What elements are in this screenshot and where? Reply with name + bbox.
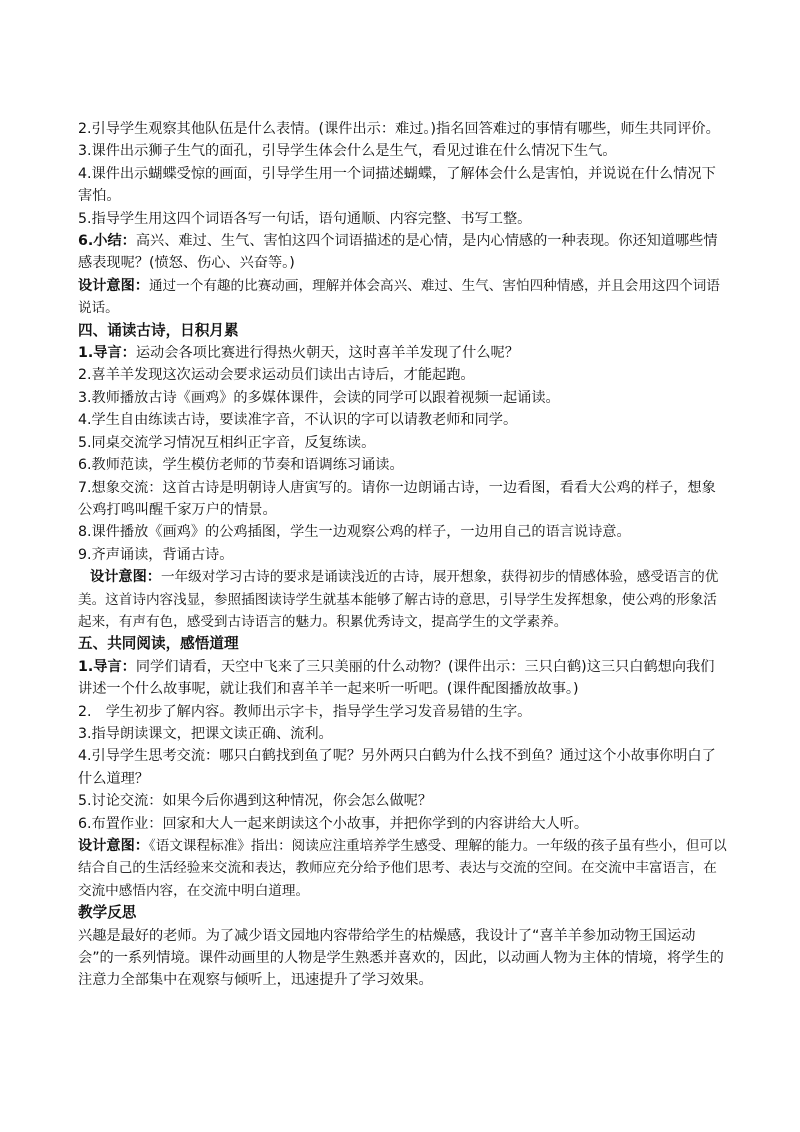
section4-heading: 四、诵读古诗，日积月累 xyxy=(78,321,239,339)
s4-item-3: 3.教师播放古诗《画鸡》的多媒体课件，会读的同学可以跟着视频一起诵读。 xyxy=(78,389,560,406)
s4-item-9: 9.齐声诵读，背诵古诗。 xyxy=(78,546,234,563)
s4-design-text: 一年级对学习古诗的要求是诵读浅近的古诗，展开想象，获得初步的情感体验，感受语言的优美。这首诗内容浅显，参照插图读诗学生就基本能够了解古诗的意思，引导学生发挥想象，使公鸡的形象活起来，有声有色，感受到古诗语言的魅力。积累优秀诗文，提高学生的文学素养。 xyxy=(78,569,719,630)
s5-design-intent xyxy=(78,835,728,902)
s4-item-8: 8.课件播放《画鸡》的公鸡插图，学生一边观察公鸡的样子，一边用自己的语言说诗意。 xyxy=(78,524,631,541)
s5-item-3: 3.指导朗读课文，把课文读正确、流利。 xyxy=(78,725,333,742)
s5-intro-label: 1.导言： xyxy=(78,658,136,675)
s3-item-6 xyxy=(78,230,728,275)
reflection-text: 兴趣是最好的老师。为了减少语文园地内容带给学生的枯燥感，我设计了“喜羊羊参加动物王国运动会”的一系列情境。课件动画里的人物是学生熟悉并喜欢的，因此，以动画人物为主体的情境，将学生的注意力全部集中在观察与倾听上，迅速提升了学习效果。 xyxy=(78,927,724,989)
s4-design-label: 设计意图： xyxy=(90,569,161,586)
s4-intro-text: 运动会各项比赛进行得热火朝天，这时喜羊羊发现了什么呢？ xyxy=(135,345,519,362)
s4-design-intent xyxy=(78,566,728,633)
s5-design-text: 《语文课程标准》指出：阅读应注重培养学生感受、理解的能力。一年级的孩子虽有些小，但可以结合自己的生活经验来交流和表达，教师应充分给予他们思考、表达与交流的空间。在交流中丰富语言，在交流中感悟内容，在交流中明白道理。 xyxy=(78,838,727,899)
s3-design-intent xyxy=(78,275,728,320)
document-page xyxy=(78,118,728,992)
s4-item-1 xyxy=(78,342,728,364)
s3-item-3: 3.课件出示狮子生气的面孔，引导学生体会什么是生气，看见过谁在什么情况下生气。 xyxy=(78,143,617,160)
s5-item-2: 2. 学生初步了解内容。教师出示字卡，指导学生学习发音易错的生字。 xyxy=(78,703,532,720)
s5-item-6: 6.布置作业：回家和大人一起来朗读这个小故事，并把你学到的内容讲给大人听。 xyxy=(78,815,589,832)
section5-heading: 五、共同阅读，感悟道理 xyxy=(78,635,239,653)
s4-item-4: 4.学生自由练读古诗，要读准字音，不认识的字可以请教老师和同学。 xyxy=(78,412,518,429)
s4-item-5: 5.同桌交流学习情况互相纠正字音，反复练读。 xyxy=(78,434,376,451)
s4-item-7: 7.想象交流：这首古诗是明朝诗人唐寅写的。请你一边朗诵古诗，一边看图，看看大公鸡的样子，想象公鸡打鸣叫醒千家万户的情景。 xyxy=(78,479,716,518)
s3-item-5: 5.指导学生用这四个词语各写一句话，语句通顺、内容完整、书写工整。 xyxy=(78,210,532,227)
s3-design-label: 设计意图： xyxy=(78,277,149,294)
s3-summary-label: 6.小结： xyxy=(78,233,136,250)
s4-item-2: 2.喜羊羊发现这次运动会要求运动员们读出古诗后，才能起跑。 xyxy=(78,367,475,384)
s5-item-4: 4.引导学生思考交流：哪只白鹤找到鱼了呢？另外两只白鹤为什么找不到鱼？通过这个小故事你明白了什么道理？ xyxy=(78,748,716,787)
s3-summary-text: 高兴、难过、生气、害怕这四个词语描述的是心情，是内心情感的一种表现。你还知道哪些情感表现呢？(愤怒、伤心、兴奋等。) xyxy=(78,233,718,272)
s5-intro-text: 同学们请看，天空中飞来了三只美丽的什么动物？(课件出示：三只白鹤)这三只白鹤想向我们讲述一个什么故事呢，就让我们和喜羊羊一起来听一听吧。(课件配图播放故事。) xyxy=(78,658,715,698)
s3-design-text: 通过一个有趣的比赛动画，理解并体会高兴、难过、生气、害怕四种情感，并且会用这四个词语说话。 xyxy=(78,277,720,317)
s3-item-2: 2.引导学生观察其他队伍是什么表情。(课件出示：难过。)指名回答难过的事情有哪些，师生共同评价。 xyxy=(78,121,720,137)
s4-intro-label: 1.导言： xyxy=(78,345,136,362)
s5-design-label: 设计意图： xyxy=(78,838,149,854)
reflection-heading: 教学反思 xyxy=(78,904,137,922)
s4-item-6: 6.教师范读，学生模仿老师的节奏和语调练习诵读。 xyxy=(78,457,404,474)
s3-item-4: 4.课件出示蝴蝶受惊的画面，引导学生用一个词描述蝴蝶，了解体会什么是害怕，并说说在什么情况下害怕。 xyxy=(78,165,716,205)
s5-item-1 xyxy=(78,656,728,701)
s5-item-5: 5.讨论交流：如果今后你遇到这种情况，你会怎么做呢？ xyxy=(78,793,433,810)
